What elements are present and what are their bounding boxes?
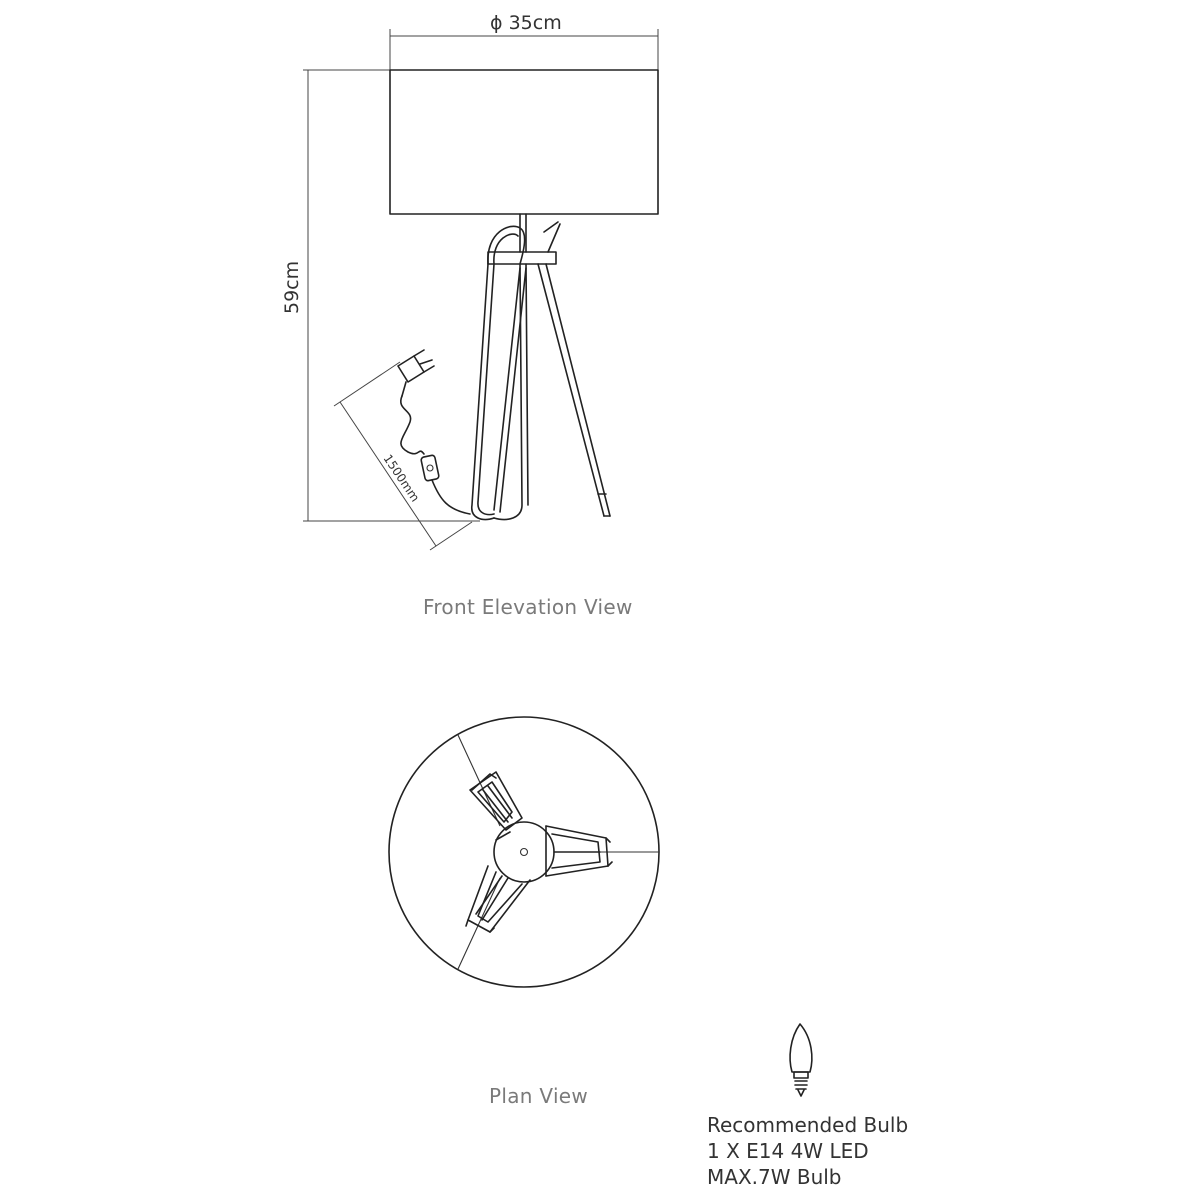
cable-length-label: 1500mm	[380, 451, 423, 505]
plan-view	[389, 717, 659, 987]
right-leg	[538, 222, 610, 516]
front-elevation	[281, 12, 658, 550]
center-hub	[494, 822, 554, 882]
lamp-shade	[390, 70, 658, 214]
loop-leg	[472, 226, 528, 519]
bulb-spec: 1 X E14 4W LED	[707, 1139, 869, 1163]
recommended-bulb-block	[707, 1112, 908, 1190]
switch-icon	[421, 455, 440, 481]
width-dimension	[390, 12, 658, 70]
bulb-max: MAX.7W Bulb	[707, 1165, 842, 1189]
center-point	[521, 849, 528, 856]
spoke-top	[458, 735, 500, 826]
plug-icon	[398, 350, 434, 396]
front-elevation-caption: Front Elevation View	[423, 595, 633, 619]
bulb-title: Recommended Bulb	[707, 1113, 909, 1137]
height-label: 59cm	[281, 260, 303, 314]
height-dimension	[281, 70, 480, 521]
plan-view-caption: Plan View	[489, 1084, 589, 1108]
candle-bulb-icon	[790, 1024, 812, 1096]
power-cable-lower	[432, 480, 470, 514]
plan-leg-right	[546, 826, 612, 876]
diameter-label: ϕ 35cm	[490, 12, 562, 34]
plan-leg-top	[470, 772, 522, 840]
power-cable	[401, 396, 424, 454]
plan-leg-bottom	[466, 866, 530, 932]
